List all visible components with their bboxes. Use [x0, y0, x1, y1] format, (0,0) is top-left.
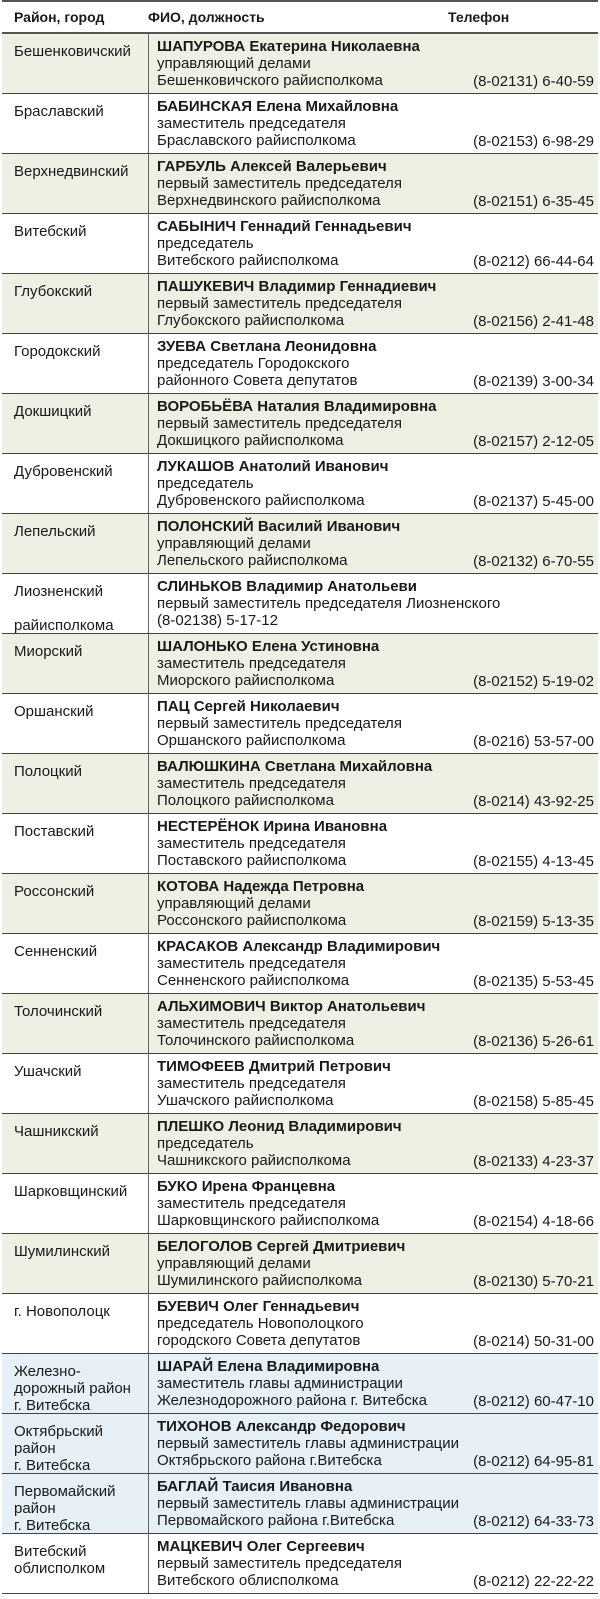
- person-position: первый заместитель председателя Оршанского райисполкома: [157, 715, 402, 749]
- person-name: БАГЛАЙ Таисия Ивановна: [157, 1478, 353, 1495]
- table-row: [2, 814, 598, 874]
- person-name: СЛИНЬКОВ Владимир Анатольеви: [157, 578, 418, 595]
- person-position: председатель Дубровенского райисполкома: [157, 475, 365, 509]
- district-cell: Полоцкий: [2, 754, 149, 813]
- phone-number: (8-0212) 66-44-64: [473, 253, 594, 270]
- person-position: председатель Чашникского райисполкома: [157, 1135, 351, 1169]
- person-position: заместитель председателя Ушачского райисполкома: [157, 1075, 346, 1109]
- phone-number: (8-02153) 6-98-29: [473, 133, 594, 150]
- district-cell: Ушачский: [2, 1054, 149, 1113]
- phone-number: (8-02152) 5-19-02: [473, 673, 594, 690]
- phone-number: (8-0212) 60-47-10: [473, 1393, 594, 1410]
- district-cell: Витебский облисполком: [2, 1534, 149, 1593]
- district-cell: Витебский: [2, 214, 149, 273]
- district-cell: Докшицкий: [2, 394, 149, 453]
- person-name: ШАЛОНЬКО Елена Устиновна: [157, 638, 380, 655]
- person-name: ПОЛОНСКИЙ Василий Иванович: [157, 518, 401, 535]
- person-position: заместитель председателя Толочинского райисполкома: [157, 1015, 355, 1049]
- table-row: [2, 34, 598, 94]
- table-row: [2, 1354, 598, 1414]
- phone-number: (8-02159) 5-13-35: [473, 913, 594, 930]
- table-row: [2, 634, 598, 694]
- district-cell: Железно- дорожный район г. Витебска: [2, 1354, 149, 1413]
- table-row: [2, 1474, 598, 1534]
- phone-number: (8-02156) 2-41-48: [473, 313, 594, 330]
- person-name: ШАРАЙ Елена Владимировна: [157, 1358, 380, 1375]
- district-cell: Лепельский: [2, 514, 149, 573]
- phone-number: (8-02135) 5-53-45: [473, 973, 594, 990]
- district-cell: Бешенковичский: [2, 34, 149, 93]
- table-body: [2, 34, 598, 1594]
- person-position: заместитель председателя Шарковщинского райисполкома: [157, 1195, 380, 1229]
- table-row: [2, 874, 598, 934]
- phone-number: (8-02151) 6-35-45: [473, 193, 594, 210]
- phone-number: (8-02139) 3-00-34: [473, 373, 594, 390]
- table-row: [2, 214, 598, 274]
- person-position: первый заместитель главы администрации Первомайского района г.Витебска: [157, 1495, 460, 1529]
- district-cell: Россонский: [2, 874, 149, 933]
- phone-number: (8-02133) 4-23-37: [473, 1153, 594, 1170]
- district-cell: Чашникский: [2, 1114, 149, 1173]
- person-position: управляющий делами Лепельского райисполкома: [157, 535, 348, 569]
- person-position: председатель Новополоцкого городского Совета депутатов: [157, 1315, 364, 1349]
- person-position: заместитель главы администрации Железнодорожного района г. Витебска: [157, 1375, 427, 1409]
- district-cell: Поставский: [2, 814, 149, 873]
- person-cell: [149, 574, 598, 633]
- person-position: первый заместитель председателя Верхнедвинского райисполкома: [157, 175, 402, 209]
- person-position: первый заместитель председателя Докшицкого райисполкома: [157, 415, 402, 449]
- phone-number: (8-02157) 2-12-05: [473, 433, 594, 450]
- person-name: ПАЦ Сергей Николаевич: [157, 698, 340, 715]
- phone-number: (8-02158) 5-85-45: [473, 1093, 594, 1110]
- person-position: первый заместитель председателя Витебского облисполкома: [157, 1555, 402, 1589]
- district-cell: Шумилинский: [2, 1234, 149, 1293]
- person-name: ЗУЕВА Светлана Леонидовна: [157, 338, 377, 355]
- person-name: ШАПУРОВА Екатерина Николаевна: [157, 38, 420, 55]
- person-position: председатель Городокского районного Совета депутатов: [157, 355, 358, 389]
- header-fio: ФИО, должность: [148, 9, 265, 25]
- phone-number: (8-0212) 64-95-81: [473, 1453, 594, 1470]
- header-district: Район, город: [14, 9, 105, 25]
- district-cell: Шарковщинский: [2, 1174, 149, 1233]
- table-row: [2, 1534, 598, 1594]
- person-name: КРАСАКОВ Александр Владимирович: [157, 938, 441, 955]
- person-position: заместитель председателя Полоцкого райисполкома: [157, 775, 346, 809]
- phone-number: (8-0214) 43-92-25: [473, 793, 594, 810]
- district-cell: Толочинский: [2, 994, 149, 1053]
- person-position: первый заместитель председателя Лиозненского (8-02138) 5-17-12: [157, 595, 501, 629]
- district-cell: Октябрьский район г. Витебска: [2, 1414, 149, 1473]
- table-row: [2, 94, 598, 154]
- person-position: заместитель председателя Миорского райисполкома: [157, 655, 346, 689]
- person-name: ПАШУКЕВИЧ Владимир Геннадиевич: [157, 278, 437, 295]
- person-name: ВОРОБЬЁВА Наталия Владимировна: [157, 398, 437, 415]
- phone-number: (8-0216) 53-57-00: [473, 733, 594, 750]
- table-row: [2, 454, 598, 514]
- phone-number: (8-02130) 5-70-21: [473, 1273, 594, 1290]
- person-name: БУКО Ирена Францевна: [157, 1178, 336, 1195]
- person-name: БУЕВИЧ Олег Геннадьевич: [157, 1298, 360, 1315]
- table-header: [2, 0, 598, 34]
- person-position: заместитель председателя Сенненского райисполкома: [157, 955, 350, 989]
- person-name: ЛУКАШОВ Анатолий Иванович: [157, 458, 389, 475]
- phone-number: (8-02137) 5-45-00: [473, 493, 594, 510]
- table-row: [2, 1414, 598, 1474]
- phone-number: (8-02131) 6-40-59: [473, 73, 594, 90]
- phone-number: (8-0212) 22-22-22: [473, 1573, 594, 1590]
- district-cell: Первомайский район г. Витебска: [2, 1474, 149, 1533]
- district-cell: Городокский: [2, 334, 149, 393]
- person-name: ГАРБУЛЬ Алексей Валерьевич: [157, 158, 387, 175]
- person-position: управляющий делами Бешенковичского райисполкома: [157, 55, 383, 89]
- district-cell: Верхнедвинский: [2, 154, 149, 213]
- person-name: ВАЛЮШКИНА Светлана Михайловна: [157, 758, 433, 775]
- district-cell: Оршанский: [2, 694, 149, 753]
- table-row: [2, 574, 598, 634]
- table-row: [2, 994, 598, 1054]
- person-position: управляющий делами Россонского райисполкома: [157, 895, 347, 929]
- person-position: заместитель председателя Браславского райисполкома: [157, 115, 356, 149]
- district-cell: Сенненский: [2, 934, 149, 993]
- district-cell: Браславский: [2, 94, 149, 153]
- district-cell: Дубровенский: [2, 454, 149, 513]
- person-position: заместитель председателя Поставского райисполкома: [157, 835, 347, 869]
- table-row: [2, 334, 598, 394]
- table-row: [2, 1174, 598, 1234]
- phone-number: (8-02154) 4-18-66: [473, 1213, 594, 1230]
- phone-number: (8-02132) 6-70-55: [473, 553, 594, 570]
- phone-number: (8-02155) 4-13-45: [473, 853, 594, 870]
- table-row: [2, 154, 598, 214]
- person-name: МАЦКЕВИЧ Олег Сергеевич: [157, 1538, 365, 1555]
- table-row: [2, 1234, 598, 1294]
- person-position: председатель Витебского райисполкома: [157, 235, 339, 269]
- person-name: АЛЬХИМОВИЧ Виктор Анатольевич: [157, 998, 426, 1015]
- district-cell: Лиозненский райисполкома: [2, 574, 149, 633]
- person-name: БЕЛОГОЛОВ Сергей Дмитриевич: [157, 1238, 406, 1255]
- table-row: [2, 694, 598, 754]
- person-position: управляющий делами Шумилинского райисполкома: [157, 1255, 362, 1289]
- phone-number: (8-02136) 5-26-61: [473, 1033, 594, 1050]
- header-phone: Телефон: [448, 9, 510, 25]
- table-row: [2, 1294, 598, 1354]
- person-name: ТИХОНОВ Александр Федорович: [157, 1418, 406, 1435]
- table-row: [2, 1114, 598, 1174]
- phone-number: (8-0214) 50-31-00: [473, 1333, 594, 1350]
- table-row: [2, 1054, 598, 1114]
- district-cell: Глубокский: [2, 274, 149, 333]
- table-row: [2, 934, 598, 994]
- table-row: [2, 514, 598, 574]
- person-name: БАБИНСКАЯ Елена Михайловна: [157, 98, 399, 115]
- person-name: ТИМОФЕЕВ Дмитрий Петрович: [157, 1058, 391, 1075]
- table-row: [2, 754, 598, 814]
- phone-number: (8-0212) 64-33-73: [473, 1513, 594, 1530]
- table-row: [2, 394, 598, 454]
- person-name: НЕСТЕРЁНОК Ирина Ивановна: [157, 818, 388, 835]
- person-name: САБЫНИЧ Геннадий Геннадьевич: [157, 218, 412, 235]
- district-cell: г. Новополоцк: [2, 1294, 149, 1353]
- contacts-table: [2, 0, 598, 1594]
- person-position: первый заместитель главы администрации Октябрьского района г.Витебска: [157, 1435, 460, 1469]
- district-cell: Миорский: [2, 634, 149, 693]
- person-position: первый заместитель председателя Глубокского райисполкома: [157, 295, 402, 329]
- person-name: КОТОВА Надежда Петровна: [157, 878, 365, 895]
- person-name: ПЛЕШКО Леонид Владимирович: [157, 1118, 402, 1135]
- table-row: [2, 274, 598, 334]
